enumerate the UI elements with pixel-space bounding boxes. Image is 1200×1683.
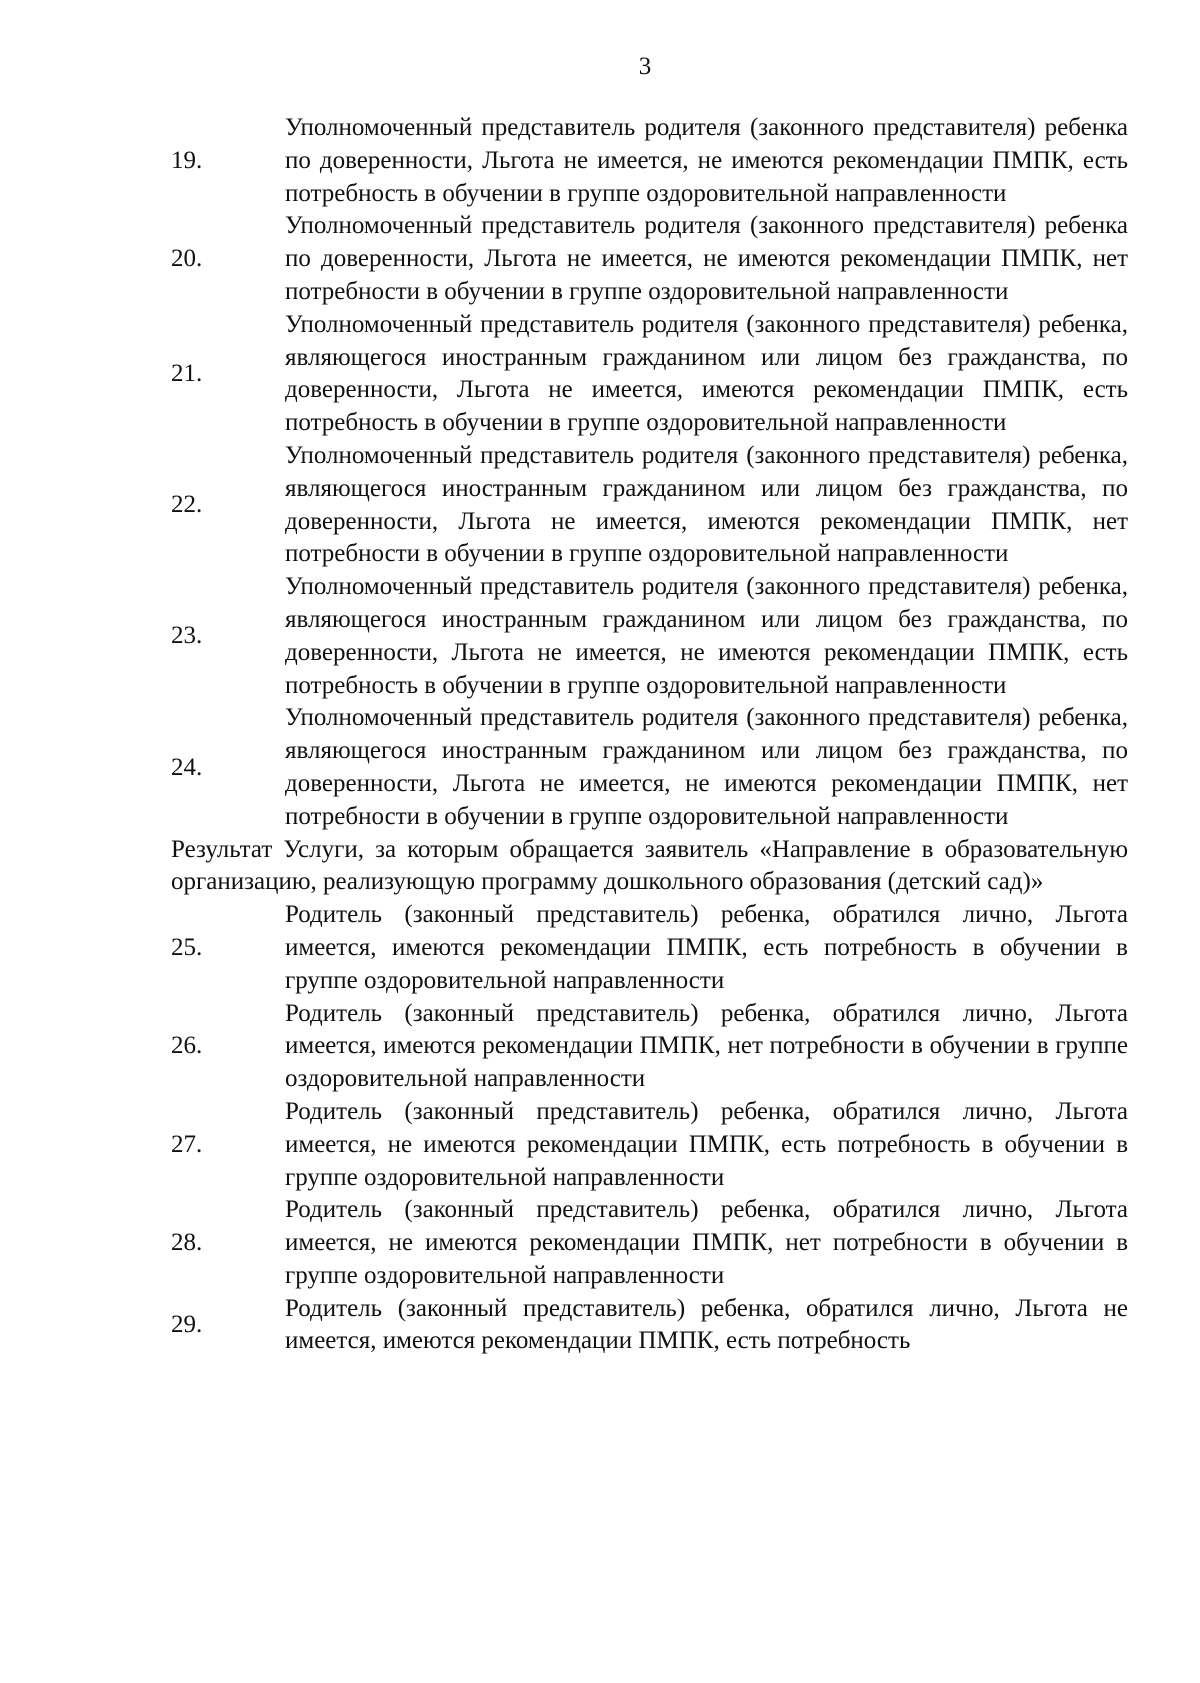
page-number: 3 [638, 53, 652, 80]
item-text: Уполномоченный представитель родителя (законного представителя) ребенка, являющегося иностранным гражданином или лицом без гражданства, по доверенности, Льгота не имеется, имеются рекомендации ПМПК, нет потребности в обучении в группе оздоровительной направленности [285, 441, 1128, 568]
item-number: 26. [171, 1032, 203, 1060]
item-number: 28. [171, 1229, 203, 1257]
list-item-23 [171, 571, 1128, 702]
list-item-29 [171, 1293, 1128, 1359]
item-number: 19. [171, 146, 203, 174]
list-item-19 [171, 112, 1128, 210]
item-text: Родитель (законный представитель) ребенка, обратился лично, Льгота имеется, не имеются рекомендации ПМПК, нет потребности в обучении в группе оздоровительной направленности [285, 1196, 1128, 1289]
list-item-25 [171, 899, 1128, 997]
list-item-26 [171, 998, 1128, 1096]
item-number: 20. [171, 245, 203, 273]
item-number: 27. [171, 1130, 203, 1158]
item-number: 29. [171, 1311, 203, 1339]
item-text: Родитель (законный представитель) ребенка, обратился лично, Льгота имеется, не имеются рекомендации ПМПК, есть потребность в обучении в группе оздоровительной направленности [285, 1097, 1128, 1191]
item-text: Родитель (законный представитель) ребенка, обратился лично, Льгота имеется, имеются рекомендации ПМПК, есть потребность в обучении в группе оздоровительной направленности [285, 901, 1128, 994]
item-text: Уполномоченный представитель родителя (законного представителя) ребенка, являющегося иностранным гражданином или лицом без гражданства, по доверенности, Льгота не имеется, имеются рекомендации ПМПК, есть потребность в обучении в группе оздоровительной направленности [285, 310, 1128, 437]
item-number: 23. [171, 622, 203, 650]
item-number: 21. [171, 359, 203, 387]
list-item-27 [171, 1096, 1128, 1194]
list-item-22 [171, 440, 1128, 571]
item-text: Уполномоченный представитель родителя (законного представителя) ребенка по доверенности, Льгота не имеется, не имеются рекомендации ПМПК, есть потребность в обучении в группе оздоровительной направленности [285, 114, 1128, 207]
item-number: 25. [171, 933, 203, 961]
list-item-24 [171, 702, 1128, 833]
item-number: 24. [171, 753, 203, 781]
list-item-21 [171, 309, 1128, 440]
item-text: Уполномоченный представитель родителя (законного представителя) ребенка, являющегося иностранным гражданином или лицом без гражданства, по доверенности, Льгота не имеется, не имеются рекомендации ПМПК, нет потребности в обучении в группе оздоровительной направленности [285, 704, 1128, 830]
list-item-28 [171, 1194, 1128, 1292]
list-item-20 [171, 210, 1128, 308]
item-text: Уполномоченный представитель родителя (законного представителя) ребенка по доверенности, Льгота не имеется, не имеются рекомендации ПМПК, нет потребности в обучении в группе оздоровительной направленности [285, 212, 1128, 305]
item-text: Уполномоченный представитель родителя (законного представителя) ребенка, являющегося иностранным гражданином или лицом без гражданства, по доверенности, Льгота не имеется, не имеются рекомендации ПМПК, есть потребность в обучении в группе оздоровительной направленности [285, 573, 1128, 699]
item-text: Родитель (законный представитель) ребенка, обратился лично, Льгота имеется, имеются рекомендации ПМПК, нет потребности в обучении в группе оздоровительной направленности [285, 999, 1128, 1093]
section-heading: Результат Услуги, за которым обращается заявитель «Направление в образовательную организацию, реализующую программу дошкольного образования (детский сад)» [171, 835, 1128, 896]
document-body [171, 112, 1128, 1358]
item-number: 22. [171, 491, 203, 519]
item-text: Родитель (законный представитель) ребенка, обратился лично, Льгота не имеется, имеются рекомендации ПМПК, есть потребность [285, 1294, 1128, 1355]
